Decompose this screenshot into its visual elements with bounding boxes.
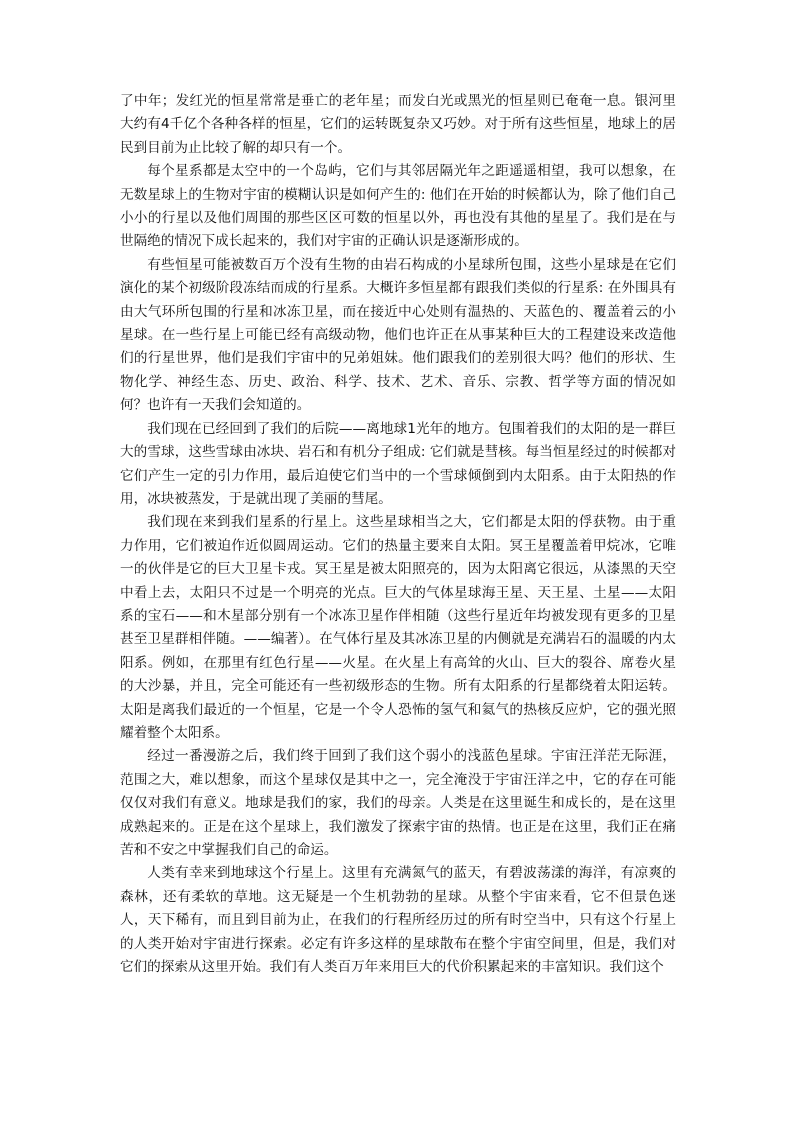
paragraph: 我们现在来到我们星系的行星上。这些星球相当之大，它们都是太阳的俘获物。由于重力作用，它们被迫作近似圆周运动。它们的热量主要来自太阳。冥王星覆盖着甲烷冰，它唯一的伙伴是它的巨大卫星卡戎。冥王星是被太阳照亮的，因为太阳离它很远，从漆黑的天空中看上去，太阳只不过是一个明亮的光点。巨大的气体星球海王星、天王星、土星——太阳系的宝石——和木星部分别有一个冰冻卫星作伴相随（这些行星近年均被发现有更多的卫星甚至卫星群相伴随。——编著）。在气体行星及其冰冻卫星的内侧就是充满岩石的温暖的内太阳系。例如，在那里有红色行星——火星。在火星上有高耸的火山、巨大的裂谷、席卷火星的大沙暴，并且，完全可能还有一些初级形态的生物。所有太阳系的行星都绕着太阳运转。太阳是离我们最近的一个恒星，它是一个令人恐怖的氢气和氦气的热核反应炉，它的强光照耀着整个太阳系。 [120,514,676,741]
paragraph: 我们现在已经回到了我们的后院——离地球1光年的地方。包围着我们的太阳的是一群巨大的雪球，这些雪球由冰块、岩石和有机分子组成: 它们就是彗核。每当恒星经过的时候都对它们产生一定的引力作用，最后迫使它们当中的一个雪球倾倒到内太阳系。由于太阳热的作用，冰块被蒸发，于是就出现了美丽的彗尾。 [120,420,676,507]
paragraph: 每个星系都是太空中的一个岛屿，它们与其邻居隔光年之距遥遥相望，我可以想象，在无数星球上的生物对宇宙的模糊认识是如何产生的: 他们在开始的时候都认为，除了他们自己小小的行星以及他们周围的那些区区可数的恒星以外，再也没有其他的星星了。我们是在与世隔绝的情况下成长起来的，我们对宇宙的正确认识是逐渐形成的。 [120,163,676,250]
paragraph: 有些恒星可能被数百万个没有生物的由岩石构成的小星球所包围，这些小星球是在它们演化的某个初级阶段冻结而成的行星系。大概许多恒星都有跟我们类似的行星系: 在外围具有由大气环所包围的行星和冰冻卫星，而在接近中心处则有温热的、天蓝色的、覆盖着云的小星球。在一些行星上可能已经有高级动物，他们也许正在从事某种巨大的工程建设来改造他们的行星世界，他们是我们宇宙中的兄弟姐妹。他们跟我们的差别很大吗？他们的形状、生物化学、神经生态、历史、政治、科学、技术、艺术、音乐、宗教、哲学等方面的情况如何？也许有一天我们会知道的。 [120,256,676,414]
article-body [120,90,676,979]
paragraph: 了中年；发红光的恒星常常是垂亡的老年星；而发白光或黑光的恒星则已奄奄一息。银河里大约有4千亿个各种各样的恒星，它们的运转既复杂又巧妙。对于所有这些恒星，地球上的居民到目前为止比较了解的却只有一个。 [120,93,676,156]
paragraph: 经过一番漫游之后，我们终于回到了我们这个弱小的浅蓝色星球。宇宙汪洋茫无际涯，范围之大，难以想象，而这个星球仅是其中之一，完全淹没于宇宙汪洋之中，它的存在可能仅仅对我们有意义。地球是我们的家，我们的母亲。人类是在这里诞生和成长的，是在这里成熟起来的。正是在这个星球上，我们激发了探索宇宙的热情。也正是在这里，我们正在痛苦和不安之中掌握我们自己的命运。 [120,748,676,858]
paragraph: 人类有幸来到地球这个行星上。这里有充满氮气的蓝天，有碧波荡漾的海洋，有凉爽的森林，还有柔软的草地。这无疑是一个生机勃勃的星球。从整个宇宙来看，它不但景色迷人，天下稀有，而且到目前为止，在我们的行程所经历过的所有时空当中，只有这个行星上的人类开始对宇宙进行探索。必定有许多这样的星球散布在整个宇宙空间里，但是，我们对它们的探索从这里开始。我们有人类百万年来用巨大的代价积累起来的丰富知识。我们这个 [120,865,676,976]
